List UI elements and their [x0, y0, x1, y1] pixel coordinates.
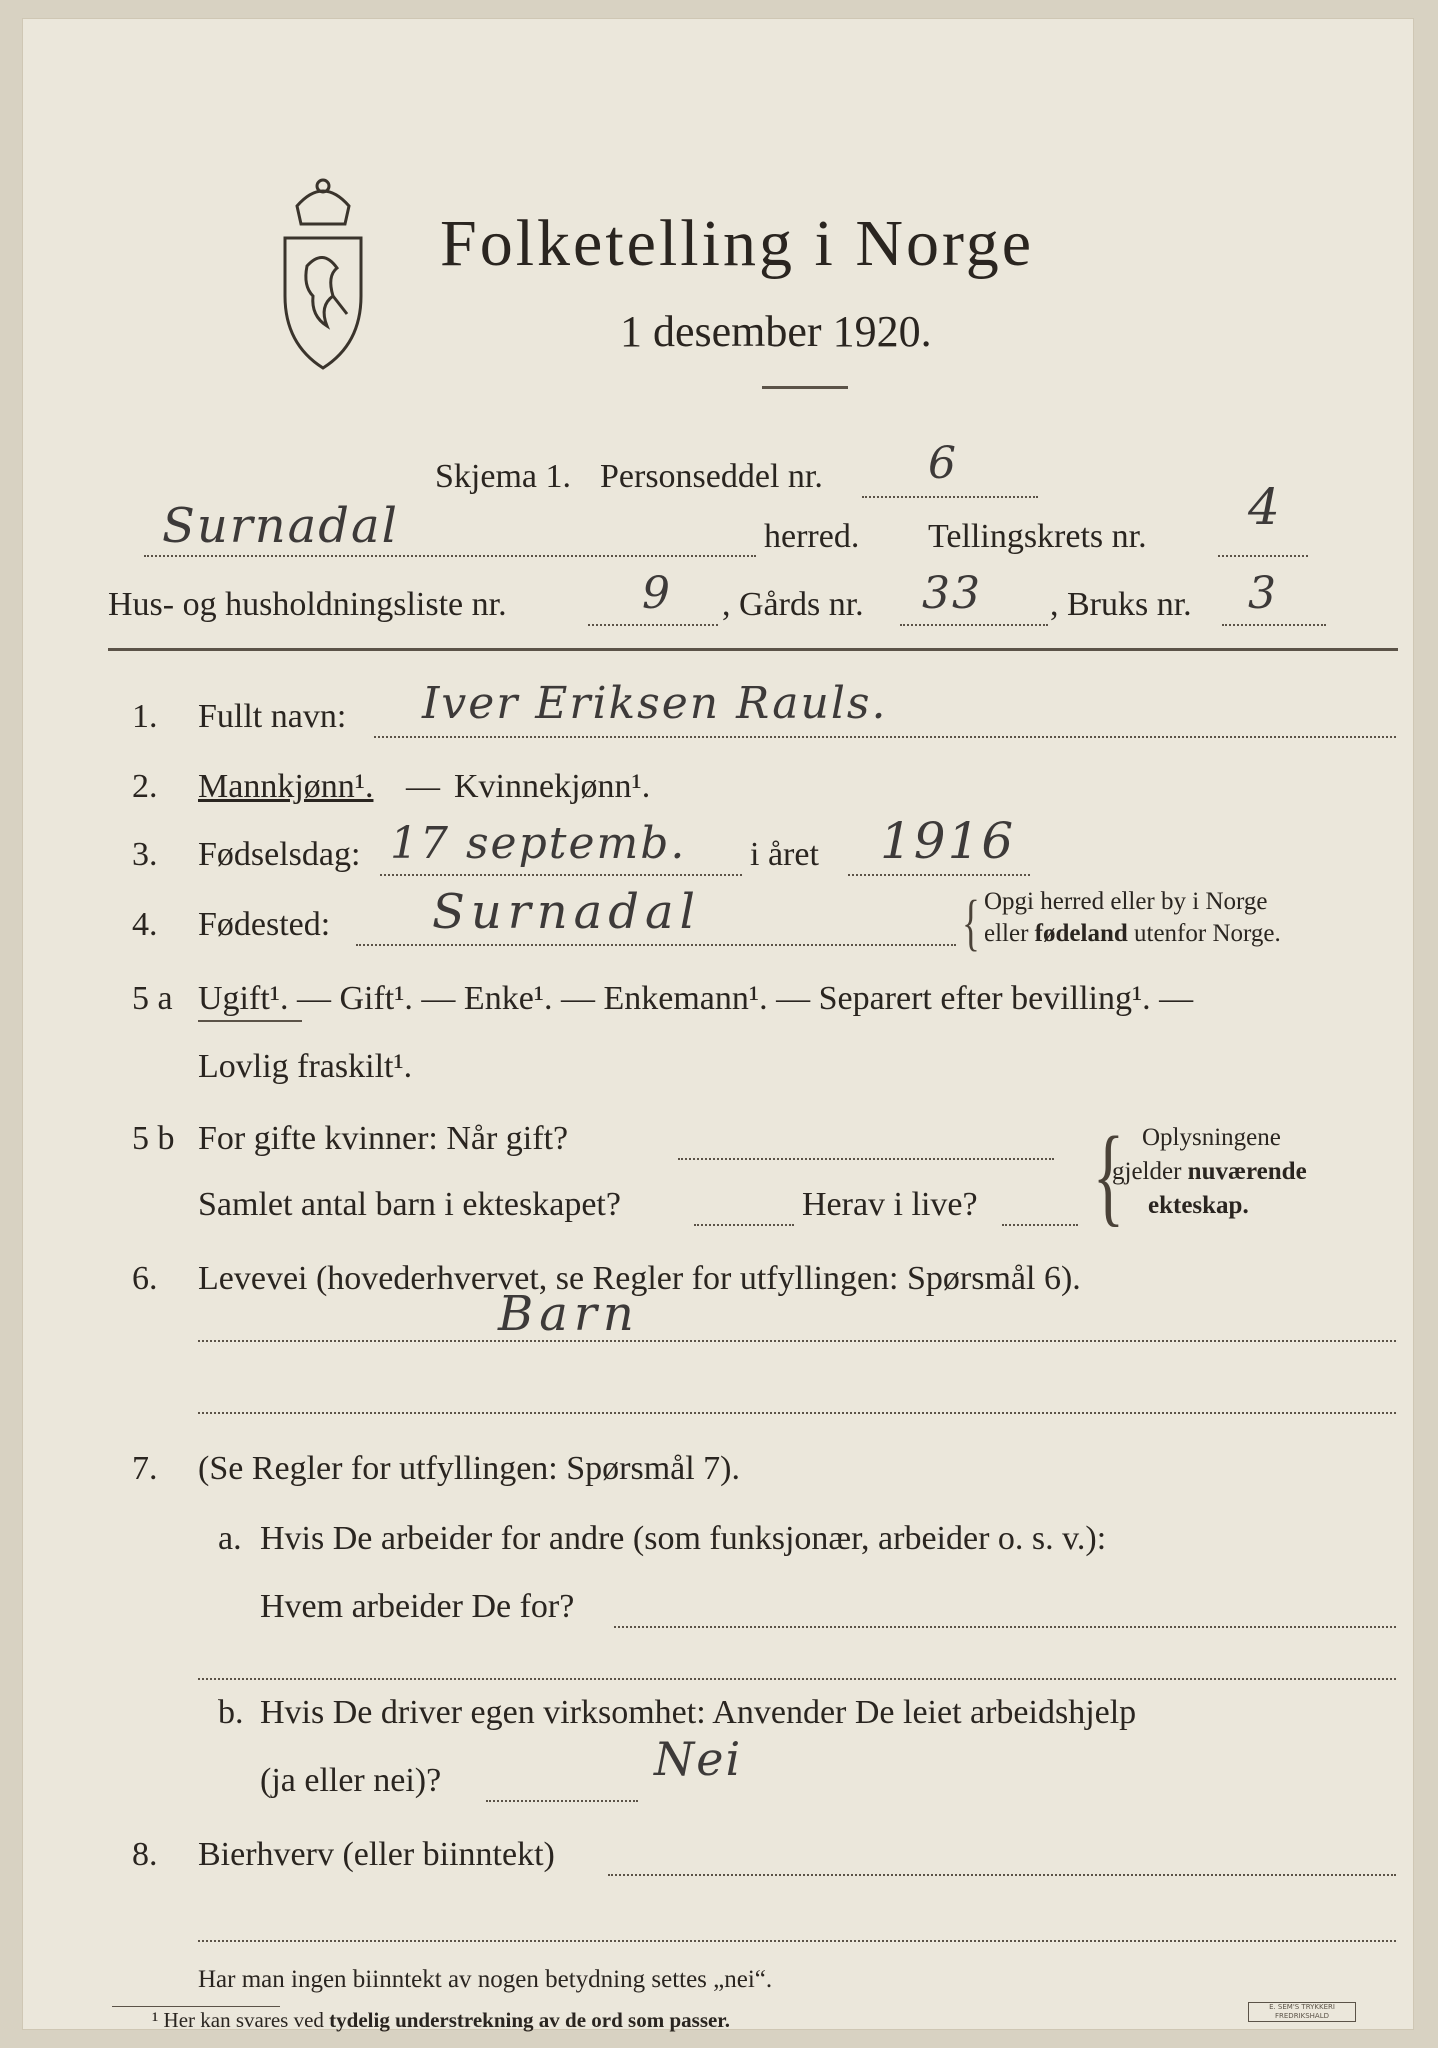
birthplace-note-2b: fødeland [1034, 920, 1128, 947]
children-total-label: Samlet antal barn i ekteskapet? [198, 1186, 621, 1223]
employer-field[interactable] [614, 1626, 1396, 1628]
birthplace-note-2a: eller [984, 920, 1029, 947]
census-date: 1 desember 1920. [620, 307, 932, 356]
children-alive-field[interactable] [1002, 1224, 1078, 1226]
personseddel-value: 6 [928, 438, 958, 489]
marriage-note-2a: gjelder [1112, 1158, 1182, 1185]
full-name-field[interactable] [374, 736, 1396, 738]
gaards-label: , Gårds nr. [722, 586, 864, 623]
husholdningsliste-field[interactable] [588, 624, 718, 626]
gender-separator: — [406, 768, 440, 805]
herred-value: Surnadal [162, 498, 399, 554]
husholdningsliste-value: 9 [642, 568, 672, 619]
marriage-note-1: Oplysningene [1142, 1124, 1281, 1151]
q6-number: 6. [132, 1260, 158, 1297]
q2-number: 2. [132, 768, 158, 805]
side-income-field[interactable] [608, 1874, 1396, 1876]
personseddel-label: Personseddel nr. [600, 458, 823, 495]
ugift-underline [198, 1020, 302, 1022]
q1-number: 1. [132, 698, 158, 735]
married-date-field[interactable] [678, 1158, 1054, 1160]
q7b-number: b. [218, 1694, 244, 1731]
q7-label: (Se Regler for utfyllingen: Spørsmål 7). [198, 1450, 741, 1487]
married-date-label: For gifte kvinner: Når gift? [198, 1120, 569, 1157]
full-name-value: Iver Eriksen Rauls. [422, 678, 888, 729]
q7-number: 7. [132, 1450, 158, 1487]
gaards-value: 33 [922, 568, 982, 619]
gaards-field[interactable] [900, 624, 1048, 626]
brace-icon: { [961, 889, 980, 957]
herred-field[interactable] [144, 555, 756, 557]
tellingskrets-label: Tellingskrets nr. [928, 518, 1147, 555]
marriage-note-3: ekteskap. [1148, 1192, 1249, 1219]
q6-label: Levevei (hovederhvervet, se Regler for utfyllingen: Spørsmål 6). [198, 1260, 1081, 1297]
footnote-text-b: tydelig understrekning av de ord som passer. [329, 2008, 730, 2032]
bruks-label: , Bruks nr. [1050, 586, 1192, 623]
occupation-field[interactable] [198, 1340, 1396, 1342]
q3-number: 3. [132, 836, 158, 873]
q7a-employer-label: Hvem arbeider De for? [260, 1588, 575, 1625]
female-option[interactable]: Kvinnekjønn¹. [454, 768, 651, 805]
year-label: i året [750, 836, 819, 873]
q5a-number: 5 a [132, 980, 173, 1017]
footnote-mark: ¹ [152, 2008, 159, 2032]
occupation-field-line-2[interactable] [198, 1412, 1396, 1414]
herred-label: herred. [764, 518, 860, 555]
q7b-answer-label: (ja eller nei)? [260, 1762, 442, 1799]
q7b-question: Hvis De driver egen virksomhet: Anvender De leiet arbeidshjelp [260, 1694, 1137, 1731]
birthplace-value: Surnadal [432, 884, 701, 940]
birthday-value: 17 septemb. [390, 818, 687, 869]
marriage-note-2b: nuværende [1187, 1158, 1307, 1185]
side-income-field-line-2[interactable] [198, 1940, 1396, 1942]
birth-year-field[interactable] [848, 874, 1030, 876]
printer-stamp: E. SEM'S TRYKKERI FREDRIKSHALD [1248, 2002, 1356, 2022]
tellingskrets-field[interactable] [1218, 555, 1308, 557]
children-total-field[interactable] [694, 1224, 794, 1226]
side-income-note: Har man ingen biinntekt av nogen betydning settes „nei“. [198, 1966, 773, 1993]
q5b-number: 5 b [132, 1120, 175, 1157]
birthplace-field[interactable] [356, 944, 956, 946]
q4-label: Fødested: [198, 906, 331, 943]
hired-help-field[interactable] [486, 1800, 638, 1802]
marital-status-options[interactable]: Ugift¹. — Gift¹. — Enke¹. — Enkemann¹. — Separert efter bevilling¹. — [198, 980, 1194, 1017]
occupation-value: Barn [498, 1286, 640, 1342]
birth-year-value: 1916 [880, 812, 1016, 870]
census-form-page [22, 18, 1414, 2030]
divorced-option[interactable]: Lovlig fraskilt¹. [198, 1048, 413, 1085]
personseddel-field[interactable] [862, 496, 1038, 498]
q8-number: 8. [132, 1836, 158, 1873]
children-alive-label: Herav i live? [802, 1186, 978, 1223]
hired-help-value: Nei [654, 1732, 743, 1786]
title-divider [762, 386, 848, 389]
q7a-question: Hvis De arbeider for andre (som funksjonær, arbeider o. s. v.): [260, 1520, 1107, 1557]
q3-label: Fødselsdag: [198, 836, 361, 873]
husholdningsliste-label: Hus- og husholdningsliste nr. [108, 586, 507, 623]
q1-label: Fullt navn: [198, 698, 347, 735]
employer-field-line-2[interactable] [198, 1678, 1396, 1680]
bruks-field[interactable] [1222, 624, 1326, 626]
q8-label: Bierhverv (eller biinntekt) [198, 1836, 555, 1873]
q7a-number: a. [218, 1520, 242, 1557]
form-title: Folketelling i Norge [440, 207, 1035, 280]
footnote-text-a: Her kan svares ved [163, 2008, 324, 2032]
tellingskrets-value: 4 [1248, 478, 1282, 536]
skjema-label: Skjema 1. [435, 458, 571, 495]
header-separator [108, 648, 1398, 651]
birthplace-note-1: Opgi herred eller by i Norge [984, 888, 1268, 915]
q4-number: 4. [132, 906, 158, 943]
birthplace-note-2c: utenfor Norge. [1134, 920, 1281, 947]
birthday-field[interactable] [380, 874, 742, 876]
footnote-rule [112, 2006, 280, 2007]
coat-of-arms-icon [267, 176, 379, 376]
brace-icon: { [1092, 1114, 1125, 1236]
bruks-value: 3 [1248, 568, 1278, 619]
male-option[interactable]: Mannkjønn¹. [198, 768, 374, 805]
